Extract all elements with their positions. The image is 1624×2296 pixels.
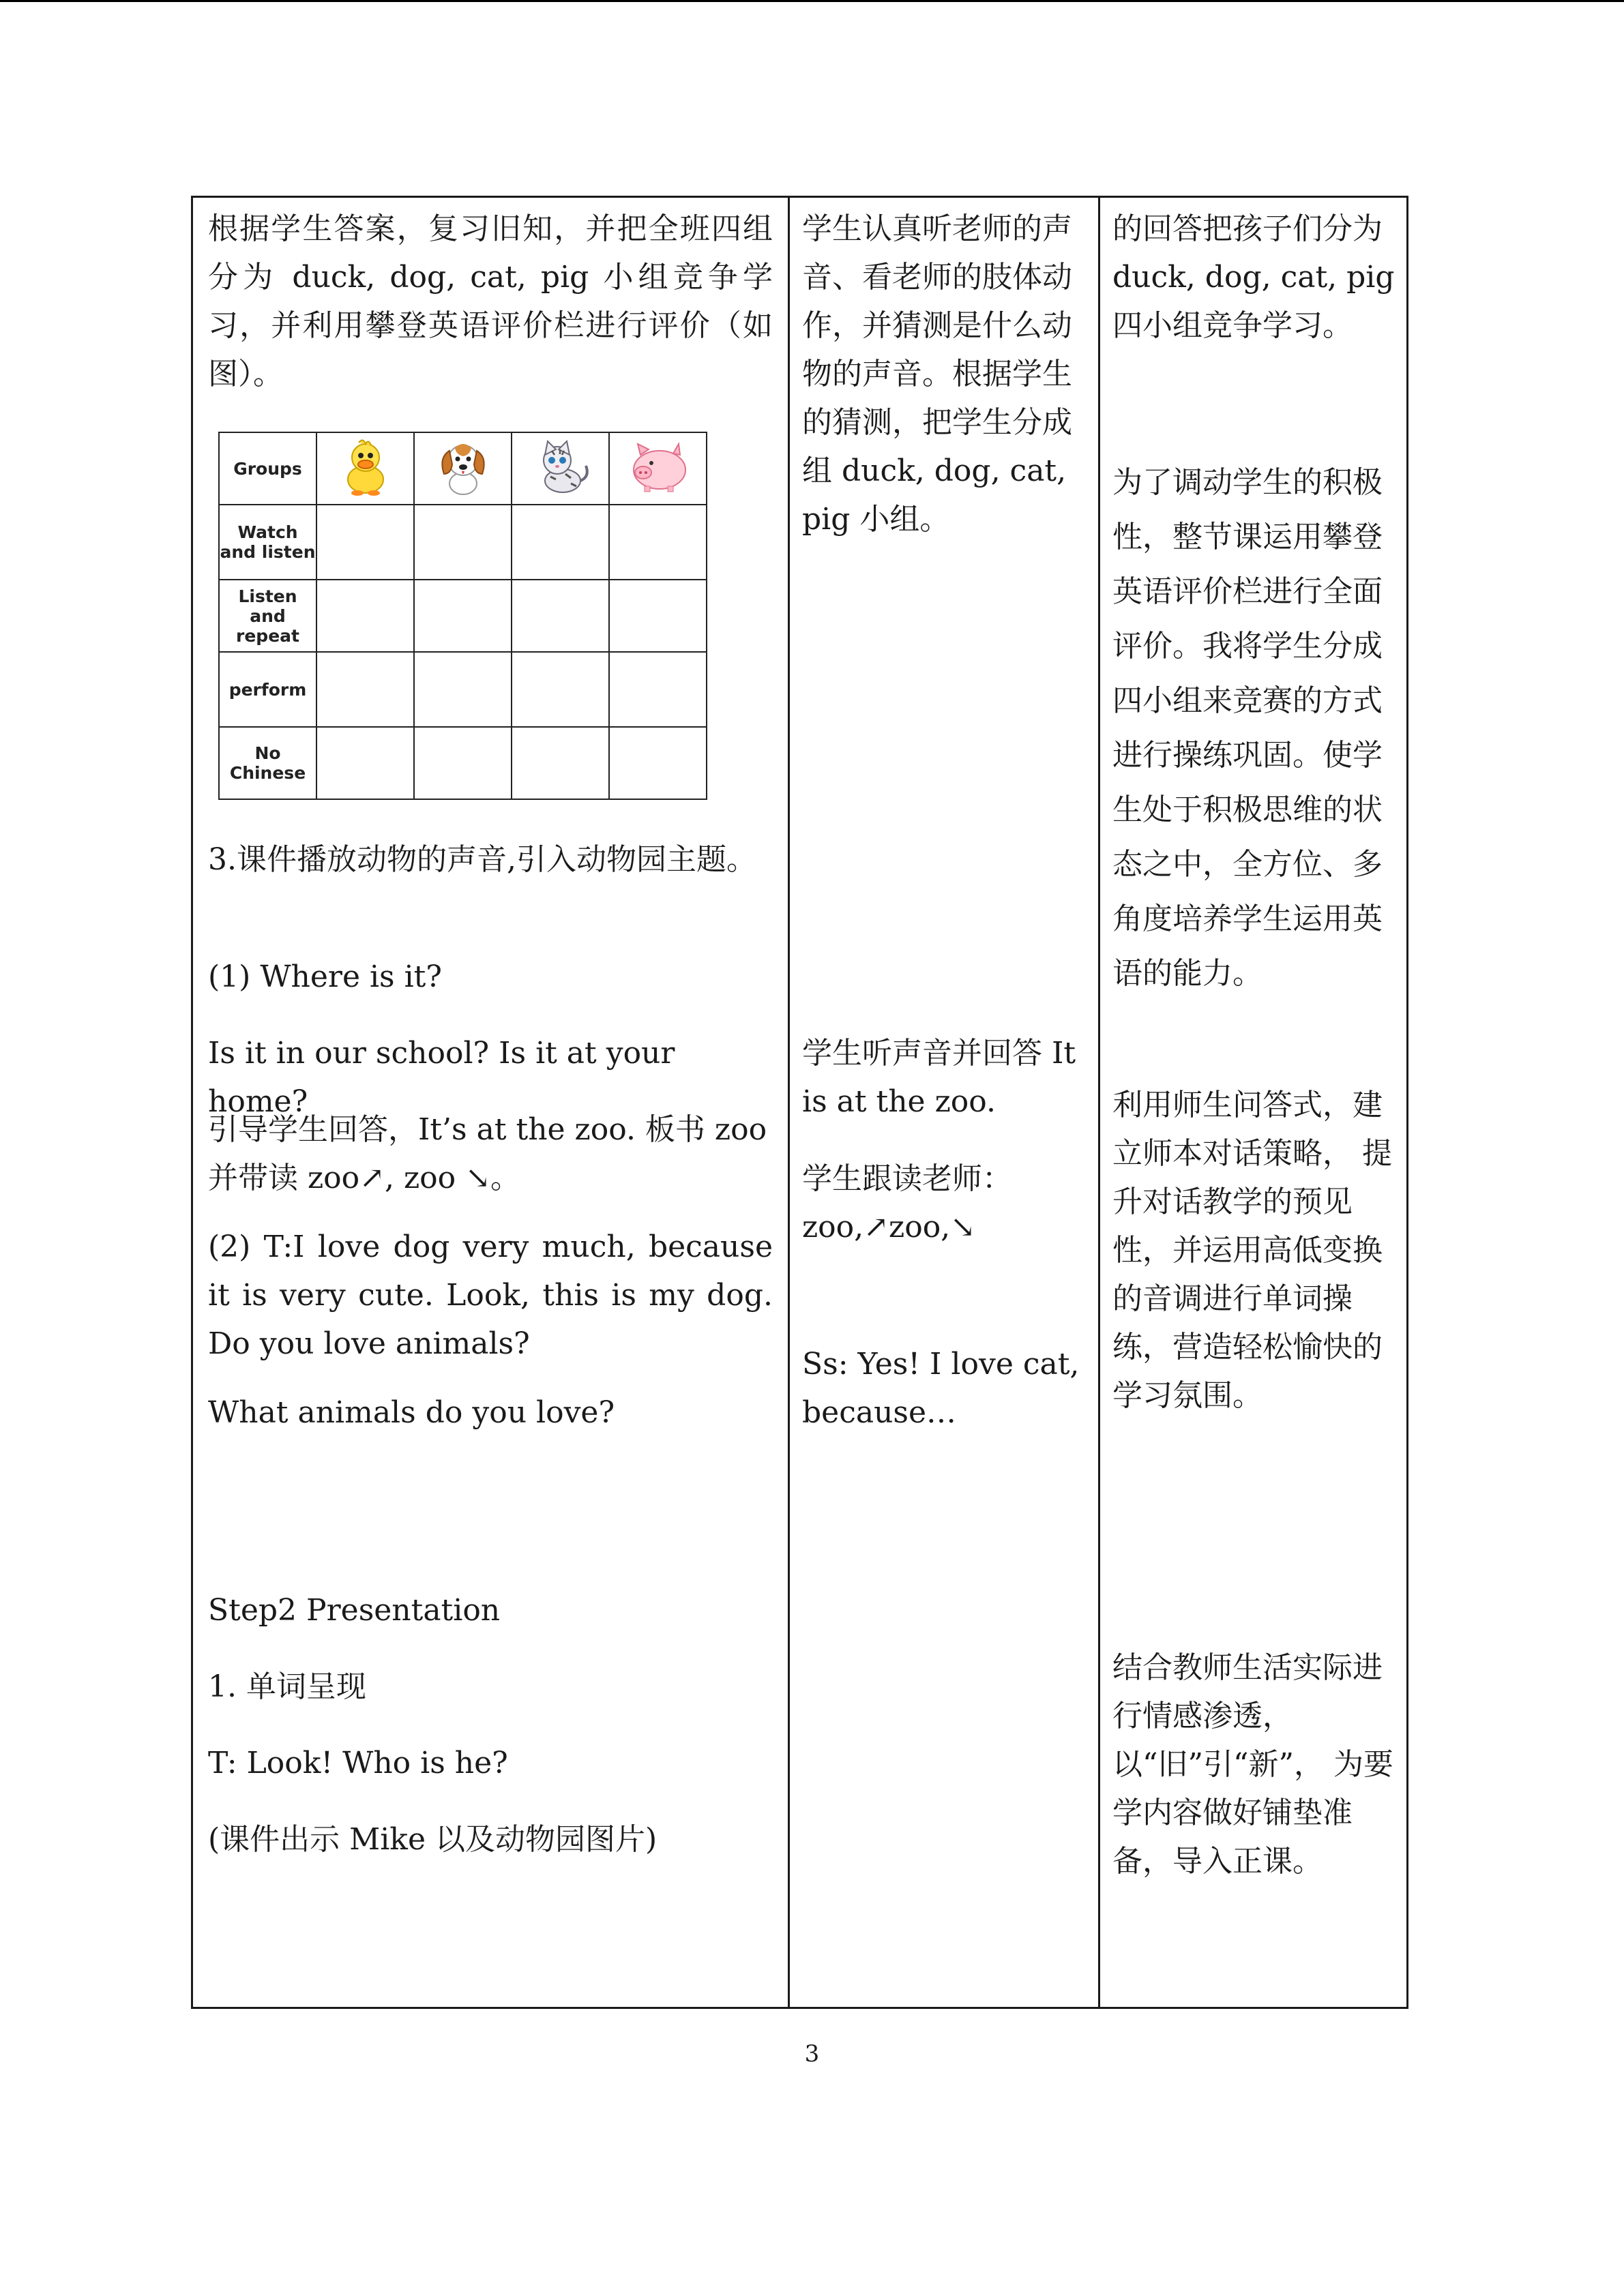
dog-icon bbox=[414, 432, 512, 505]
eval-cell[interactable] bbox=[512, 580, 609, 652]
question-2: (2) T:I love dog very much, because it is very cute. Look, this is my dog. Do you love animals? bbox=[208, 1229, 773, 1361]
eval-cell[interactable] bbox=[609, 580, 707, 652]
teacher-activity-column bbox=[193, 198, 788, 2007]
guide-text: 引导学生回答，It’s at the zoo. 板书 zoo 并带读 zoo↗, zoo ↘。 bbox=[208, 1112, 767, 1195]
question-2b: What animals do you love? bbox=[208, 1395, 615, 1430]
eval-row-label: No Chinese bbox=[219, 727, 316, 799]
student-text-2: 学生听声音并回答 It is at the zoo. bbox=[802, 1036, 1076, 1119]
page-number: 3 bbox=[804, 2040, 820, 2068]
eval-cell[interactable] bbox=[609, 652, 707, 727]
design-intent-column bbox=[1100, 198, 1411, 2007]
eval-header-groups: Groups bbox=[219, 432, 316, 505]
eval-cell[interactable] bbox=[414, 580, 512, 652]
student-activity-column bbox=[790, 198, 1098, 2007]
lesson-plan-table bbox=[191, 196, 1408, 2009]
intent-text-1: 的回答把孩子们分为 duck, dog, cat, pig 四小组竞争学习。 bbox=[1112, 211, 1395, 343]
eval-cell[interactable] bbox=[609, 727, 707, 799]
eval-cell[interactable] bbox=[512, 727, 609, 799]
intent-text-3: 利用师生问答式，建立师本对话策略， 提升对话教学的预见性，并运用高低变换的音调进行单词操练，营造轻松愉快的学习氛围。 bbox=[1112, 1088, 1392, 1413]
eval-cell[interactable] bbox=[512, 652, 609, 727]
item-1: 1. 单词呈现 bbox=[208, 1669, 366, 1704]
question-1: (1) Where is it? bbox=[208, 959, 442, 994]
courseware-note: (课件出示 Mike 以及动物园图片) bbox=[208, 1822, 658, 1857]
eval-row-label: perform bbox=[219, 652, 316, 727]
student-text-1: 学生认真听老师的声音、看老师的肢体动作，并猜测是什么动物的声音。根据学生的猜测，把学生分成组 duck, dog, cat, pig 小组。 bbox=[802, 211, 1072, 537]
eval-cell[interactable] bbox=[316, 727, 414, 799]
eval-cell[interactable] bbox=[609, 505, 707, 580]
teacher-line: T: Look! Who is he? bbox=[208, 1746, 508, 1780]
step3-text: 3.课件播放动物的声音,引入动物园主题。 bbox=[208, 842, 756, 877]
eval-cell[interactable] bbox=[512, 505, 609, 580]
eval-cell[interactable] bbox=[414, 652, 512, 727]
step2-heading: Step2 Presentation bbox=[208, 1593, 501, 1628]
evaluation-table bbox=[218, 432, 707, 800]
student-text-4: Ss: Yes! I love cat, because… bbox=[802, 1347, 1080, 1430]
eval-cell[interactable] bbox=[414, 727, 512, 799]
pig-icon bbox=[609, 432, 707, 505]
eval-cell[interactable] bbox=[316, 580, 414, 652]
duck-icon bbox=[316, 432, 414, 505]
cat-icon bbox=[512, 432, 609, 505]
eval-cell[interactable] bbox=[316, 652, 414, 727]
eval-row-label: Listen and repeat bbox=[219, 580, 316, 652]
student-text-3: 学生跟读老师：zoo,↗zoo,↘ bbox=[802, 1161, 1012, 1244]
intent-text-2: 为了调动学生的积极性，整节课运用攀登英语评价栏进行全面评价。我将学生分成四小组来竞赛的方式进行操练巩固。使学生处于积极思维的状态之中，全方位、多角度培养学生运用英语的能力。 bbox=[1112, 465, 1383, 991]
question-1b: Is it in our school? Is it at your home? bbox=[208, 1036, 675, 1119]
eval-cell[interactable] bbox=[414, 505, 512, 580]
eval-cell[interactable] bbox=[316, 505, 414, 580]
page-top-border bbox=[0, 0, 1624, 2]
intro-text: 根据学生答案，复习旧知，并把全班四组分为 duck, dog, cat, pig 小组竞争学习，并利用攀登英语评价栏进行评价（如图）。 bbox=[208, 211, 773, 391]
eval-row-label: Watch and listen bbox=[219, 505, 316, 580]
intent-text-4: 结合教师生活实际进行情感渗透，以“旧”引“新”， 为要学内容做好铺垫准备，导入正课。 bbox=[1112, 1650, 1393, 1879]
